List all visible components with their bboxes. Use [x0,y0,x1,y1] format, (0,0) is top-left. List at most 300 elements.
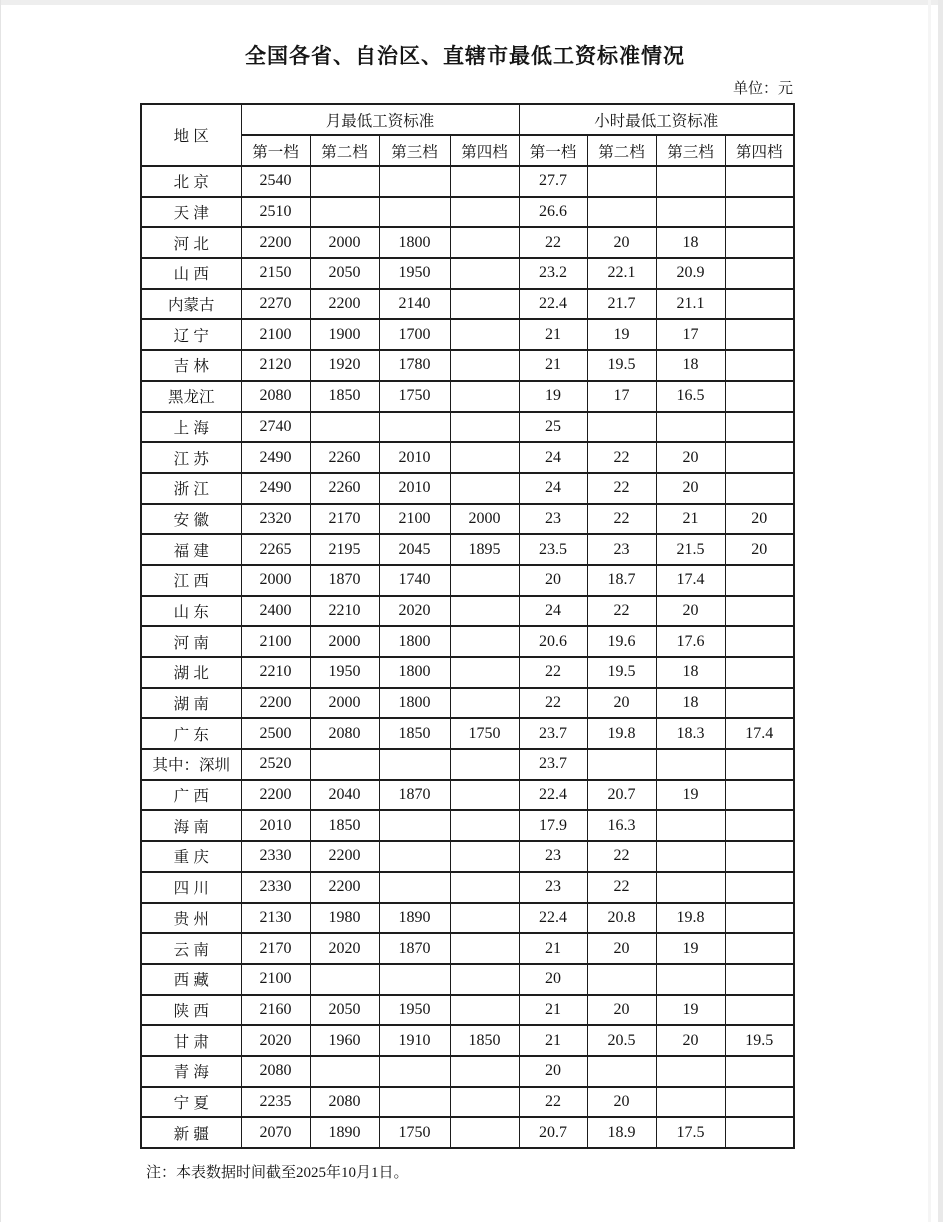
value-cell [725,289,794,320]
table-row [141,258,794,289]
value-cell [310,1056,379,1087]
tier-header-cell: 第四档 [725,135,794,166]
value-cell [310,749,379,780]
value-cell: 1895 [450,534,519,565]
value-cell: 1850 [450,1025,519,1056]
value-cell [450,688,519,719]
value-cell: 2330 [241,841,310,872]
region-cell: 江 苏 [141,442,241,473]
value-cell: 1900 [310,319,379,350]
region-cell: 西 藏 [141,964,241,995]
value-cell: 2100 [241,964,310,995]
value-cell: 2510 [241,197,310,228]
value-cell [725,903,794,934]
value-cell: 26.6 [519,197,587,228]
tier-header-cell: 第一档 [519,135,587,166]
value-cell [379,1087,450,1118]
region-cell: 福 建 [141,534,241,565]
value-cell: 19 [519,381,587,412]
value-cell: 2270 [241,289,310,320]
value-cell [379,749,450,780]
value-cell: 16.3 [587,810,656,841]
region-cell: 宁 夏 [141,1087,241,1118]
value-cell [450,319,519,350]
table-row [141,197,794,228]
value-cell: 22.1 [587,258,656,289]
value-cell: 20 [519,1056,587,1087]
value-cell [379,964,450,995]
value-cell: 1980 [310,903,379,934]
value-cell: 2000 [450,504,519,535]
value-cell [587,412,656,443]
value-cell: 20 [725,504,794,535]
value-cell: 18 [656,688,725,719]
table-row [141,995,794,1026]
table-row [141,1025,794,1056]
value-cell: 20 [587,1087,656,1118]
value-cell: 2000 [310,227,379,258]
region-cell: 上 海 [141,412,241,443]
region-cell: 河 北 [141,227,241,258]
value-cell: 1800 [379,657,450,688]
value-cell: 2170 [241,933,310,964]
value-cell [725,381,794,412]
value-cell: 1870 [310,565,379,596]
value-cell: 24 [519,442,587,473]
value-cell: 23 [587,534,656,565]
value-cell: 2330 [241,872,310,903]
value-cell [379,872,450,903]
table-row [141,442,794,473]
value-cell: 2490 [241,442,310,473]
region-cell: 吉 林 [141,350,241,381]
value-cell [450,841,519,872]
table-row [141,718,794,749]
value-cell [725,473,794,504]
value-cell [587,964,656,995]
value-cell [725,749,794,780]
value-cell [450,442,519,473]
value-cell [450,227,519,258]
value-cell: 1890 [310,1117,379,1148]
value-cell: 1850 [310,381,379,412]
table-row [141,872,794,903]
value-cell: 25 [519,412,587,443]
value-cell: 2100 [379,504,450,535]
value-cell: 22.4 [519,780,587,811]
value-cell: 2080 [310,1087,379,1118]
table-row [141,166,794,197]
value-cell: 2120 [241,350,310,381]
table-row [141,841,794,872]
value-cell: 17.4 [725,718,794,749]
table-body [141,166,794,1148]
value-cell: 22 [587,473,656,504]
value-cell [587,166,656,197]
value-cell: 1750 [450,718,519,749]
value-cell: 20 [519,964,587,995]
value-cell [450,473,519,504]
value-cell [450,903,519,934]
table-row [141,903,794,934]
table-row [141,319,794,350]
value-cell: 21.7 [587,289,656,320]
value-cell: 21.5 [656,534,725,565]
table-row [141,626,794,657]
value-cell [725,350,794,381]
table-row [141,1117,794,1148]
value-cell: 23.7 [519,718,587,749]
value-cell: 2080 [241,381,310,412]
value-cell: 1750 [379,1117,450,1148]
region-cell: 黑龙江 [141,381,241,412]
value-cell: 20 [725,534,794,565]
value-cell [379,1056,450,1087]
value-cell: 22 [519,688,587,719]
region-cell: 北 京 [141,166,241,197]
region-header-cell: 地 区 [141,104,241,166]
value-cell [656,197,725,228]
region-cell: 天 津 [141,197,241,228]
table-row [141,1087,794,1118]
region-cell: 湖 南 [141,688,241,719]
value-cell [450,412,519,443]
value-cell: 1920 [310,350,379,381]
value-cell: 1910 [379,1025,450,1056]
value-cell: 21 [519,350,587,381]
value-cell [656,810,725,841]
value-cell [725,442,794,473]
value-cell: 23.5 [519,534,587,565]
region-cell: 青 海 [141,1056,241,1087]
value-cell [450,749,519,780]
value-cell [450,565,519,596]
value-cell [450,964,519,995]
value-cell: 22 [519,657,587,688]
value-cell [450,872,519,903]
table-row [141,688,794,719]
value-cell: 21 [519,933,587,964]
value-cell: 2160 [241,995,310,1026]
value-cell: 1890 [379,903,450,934]
value-cell: 2200 [241,227,310,258]
value-cell: 2040 [310,780,379,811]
value-cell: 18 [656,350,725,381]
value-cell: 2260 [310,473,379,504]
value-cell [656,1087,725,1118]
value-cell [379,841,450,872]
value-cell: 2070 [241,1117,310,1148]
value-cell: 22 [519,1087,587,1118]
value-cell: 22.4 [519,289,587,320]
value-cell: 23 [519,841,587,872]
region-cell: 山 西 [141,258,241,289]
value-cell: 18.7 [587,565,656,596]
value-cell: 2010 [241,810,310,841]
value-cell [310,964,379,995]
region-cell: 海 南 [141,810,241,841]
value-cell: 20.7 [587,780,656,811]
value-cell: 20.9 [656,258,725,289]
value-cell [450,596,519,627]
value-cell: 17.5 [656,1117,725,1148]
table-row [141,381,794,412]
value-cell: 27.7 [519,166,587,197]
value-cell [379,197,450,228]
region-cell: 其中：深圳 [141,749,241,780]
value-cell [310,166,379,197]
value-cell: 23 [519,504,587,535]
value-cell: 1950 [379,995,450,1026]
value-cell: 2200 [241,780,310,811]
value-cell [725,964,794,995]
value-cell: 17.4 [656,565,725,596]
value-cell [656,1056,725,1087]
value-cell [587,197,656,228]
region-cell: 山 东 [141,596,241,627]
value-cell [725,780,794,811]
minimum-wage-table [140,103,795,1149]
region-cell: 广 东 [141,718,241,749]
hourly-group-header: 小时最低工资标准 [519,104,794,135]
table-row [141,289,794,320]
value-cell [656,412,725,443]
value-cell: 1800 [379,688,450,719]
value-cell: 1800 [379,626,450,657]
value-cell [450,1117,519,1148]
table-row [141,350,794,381]
region-cell: 新 疆 [141,1117,241,1148]
value-cell: 2020 [310,933,379,964]
value-cell [587,1056,656,1087]
value-cell [450,626,519,657]
value-cell: 2400 [241,596,310,627]
value-cell [587,749,656,780]
value-cell: 2020 [241,1025,310,1056]
value-cell: 2490 [241,473,310,504]
region-cell: 陕 西 [141,995,241,1026]
value-cell: 2100 [241,626,310,657]
region-cell: 江 西 [141,565,241,596]
value-cell: 1950 [310,657,379,688]
value-cell [725,841,794,872]
value-cell: 2540 [241,166,310,197]
value-cell: 1850 [379,718,450,749]
value-cell: 19 [656,995,725,1026]
value-cell: 20 [587,688,656,719]
value-cell: 19.6 [587,626,656,657]
value-cell: 2010 [379,473,450,504]
value-cell [656,964,725,995]
value-cell: 2200 [310,872,379,903]
tier-header-cell: 第二档 [587,135,656,166]
value-cell [725,596,794,627]
region-cell: 安 徽 [141,504,241,535]
value-cell: 2235 [241,1087,310,1118]
table-row [141,534,794,565]
value-cell: 18 [656,227,725,258]
value-cell [450,258,519,289]
value-cell: 2020 [379,596,450,627]
value-cell [725,1117,794,1148]
value-cell [450,1056,519,1087]
value-cell [656,749,725,780]
value-cell [725,166,794,197]
value-cell: 1870 [379,780,450,811]
value-cell [450,780,519,811]
value-cell [450,197,519,228]
value-cell: 23.2 [519,258,587,289]
value-cell [725,1087,794,1118]
value-cell: 20 [656,1025,725,1056]
value-cell: 1700 [379,319,450,350]
value-cell: 20 [587,995,656,1026]
table-row [141,780,794,811]
value-cell: 19.8 [587,718,656,749]
value-cell: 16.5 [656,381,725,412]
value-cell [656,166,725,197]
tier-header-cell: 第一档 [241,135,310,166]
value-cell: 17 [587,381,656,412]
table-row [141,473,794,504]
table-row [141,1056,794,1087]
value-cell: 22 [587,872,656,903]
value-cell: 17.6 [656,626,725,657]
value-cell: 22 [587,442,656,473]
value-cell: 2200 [310,841,379,872]
value-cell [450,933,519,964]
value-cell: 20.5 [587,1025,656,1056]
value-cell: 2320 [241,504,310,535]
value-cell: 19.5 [587,657,656,688]
region-cell: 广 西 [141,780,241,811]
value-cell: 1780 [379,350,450,381]
value-cell: 1870 [379,933,450,964]
page-edge-left [0,0,1,1222]
value-cell: 2000 [310,626,379,657]
value-cell: 23.7 [519,749,587,780]
tier-header-cell: 第三档 [379,135,450,166]
region-cell: 贵 州 [141,903,241,934]
value-cell [725,657,794,688]
value-cell: 1960 [310,1025,379,1056]
value-cell: 20 [656,473,725,504]
value-cell: 20.8 [587,903,656,934]
value-cell [310,412,379,443]
region-cell: 四 川 [141,872,241,903]
value-cell: 2000 [241,565,310,596]
value-cell: 2050 [310,258,379,289]
header-row-groups [141,104,794,135]
region-cell: 河 南 [141,626,241,657]
value-cell [725,933,794,964]
table-row [141,504,794,535]
value-cell: 19.8 [656,903,725,934]
table-row [141,412,794,443]
value-cell [725,319,794,350]
footnote: 注：本表数据时间截至2025年10月1日。 [146,1165,409,1181]
region-cell: 甘 肃 [141,1025,241,1056]
value-cell [450,995,519,1026]
value-cell: 2000 [310,688,379,719]
unit-label: 单位：元 [732,80,793,97]
page-edge-top [0,0,943,5]
value-cell: 22.4 [519,903,587,934]
page-title: 全国各省、自治区、直辖市最低工资标准情况 [245,45,685,68]
value-cell: 21 [656,504,725,535]
value-cell [725,227,794,258]
value-cell: 2500 [241,718,310,749]
value-cell: 1850 [310,810,379,841]
value-cell: 19 [587,319,656,350]
value-cell [656,841,725,872]
table-row [141,227,794,258]
value-cell [450,381,519,412]
table-row [141,596,794,627]
value-cell: 22 [587,596,656,627]
value-cell: 20 [587,227,656,258]
table-row [141,749,794,780]
tier-header-cell: 第二档 [310,135,379,166]
value-cell [725,688,794,719]
value-cell: 2740 [241,412,310,443]
value-cell: 2010 [379,442,450,473]
value-cell [379,166,450,197]
value-cell: 19.5 [587,350,656,381]
table-row [141,964,794,995]
value-cell: 2170 [310,504,379,535]
value-cell [725,626,794,657]
table-row [141,933,794,964]
value-cell: 21 [519,1025,587,1056]
value-cell: 2520 [241,749,310,780]
value-cell [450,166,519,197]
value-cell: 19 [656,933,725,964]
table-row [141,810,794,841]
region-cell: 浙 江 [141,473,241,504]
region-cell: 重 庆 [141,841,241,872]
value-cell [725,1056,794,1087]
value-cell: 18.9 [587,1117,656,1148]
value-cell: 22 [519,227,587,258]
value-cell [656,872,725,903]
value-cell [450,657,519,688]
value-cell: 2140 [379,289,450,320]
value-cell: 24 [519,596,587,627]
value-cell: 21.1 [656,289,725,320]
value-cell [450,1087,519,1118]
value-cell: 2265 [241,534,310,565]
value-cell: 22 [587,841,656,872]
value-cell [725,197,794,228]
value-cell: 2195 [310,534,379,565]
value-cell: 2080 [310,718,379,749]
tier-header-cell: 第四档 [450,135,519,166]
value-cell: 18.3 [656,718,725,749]
value-cell [725,565,794,596]
value-cell [450,289,519,320]
value-cell [725,995,794,1026]
value-cell: 2260 [310,442,379,473]
value-cell [725,258,794,289]
value-cell: 1750 [379,381,450,412]
value-cell: 1800 [379,227,450,258]
region-cell: 内蒙古 [141,289,241,320]
value-cell: 17 [656,319,725,350]
value-cell [725,810,794,841]
value-cell: 20 [587,933,656,964]
value-cell [725,872,794,903]
